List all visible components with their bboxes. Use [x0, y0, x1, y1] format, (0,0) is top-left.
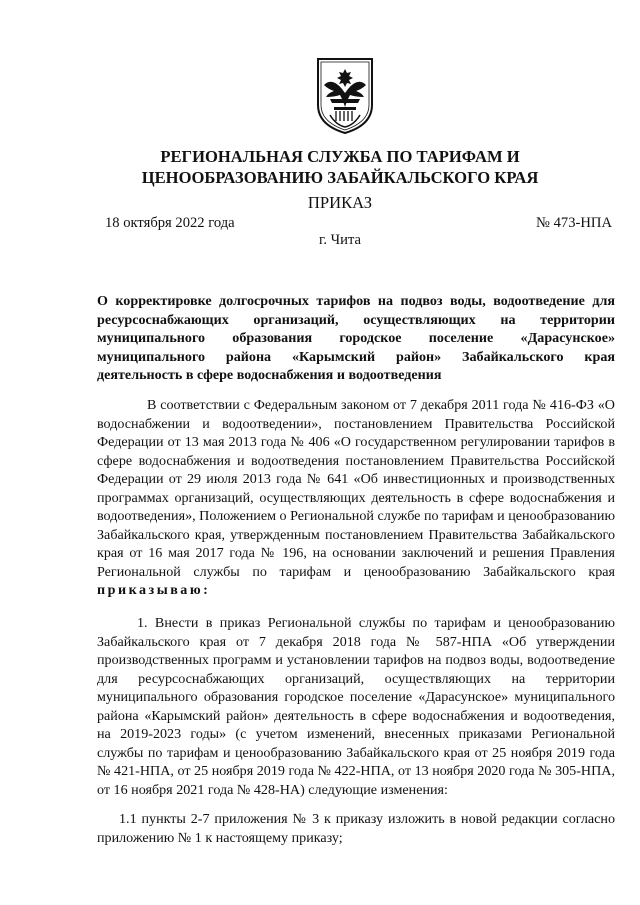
- order-word: приказываю: [97, 582, 204, 598]
- document-type: ПРИКАЗ: [307, 193, 373, 212]
- document-date: 18 октября 2022 года: [105, 215, 235, 231]
- item-1-paragraph: 1. Внести в приказ Региональной службы по тарифам и ценообразованию Забайкальского края от 7 декабря 2018 года № 587-НПА «Об утверждении производственных программ и установлении тарифов на подвоз воды, водоотведение для ресурсоснабжающих организаций, осуществляющих на территории муниципального образования городское поселение «Дарасунское» муниципального района «Карымский район» деятельность в сфере водоснабжения и водоотведения, на 2019-2023 годы» (с учетом изменений, внесенных приказами Региональной службы по тарифам и ценообразованию Забайкальского края от 25 ноября 2019 года № 421-НПА, от 25 ноября 2019 года № 422-НПА, от 13 ноября 2020 года № 305-НПА, от 16 ноября 2021 года № 428-НА) следующие изменения:: [97, 615, 615, 798]
- organization-name-line-1: РЕГИОНАЛЬНАЯ СЛУЖБА ПО ТАРИФАМ И: [160, 147, 520, 166]
- item-1-1-paragraph: 1.1 пункты 2-7 приложения № 3 к приказу изложить в новой редакции согласно приложению № 1 к настоящему приказу;: [97, 811, 615, 846]
- zabaikalsky-krai-coat-of-arms-icon: [312, 55, 378, 135]
- organization-name-line-2: ЦЕНООБРАЗОВАНИЮ ЗАБАЙКАЛЬСКОГО КРАЯ: [141, 168, 539, 187]
- document-title: О корректировке долгосрочных тарифов на подвоз воды, водоотведение для ресурсоснабжающих организаций, осуществляющих на территории муниципального образования городское поселение «Дарасунское» муниципального района «Карымский район» Забайкальского края деятельность в сфере водоснабжения и водоотведения: [97, 293, 615, 383]
- preamble-paragraph: [97, 396, 615, 600]
- document-city: г. Чита: [319, 232, 361, 248]
- preamble-text: В соответствии с Федеральным законом от 7 декабря 2011 года № 416-ФЗ «О водоснабжении и водоотведении», постановлением Правительства Российской Федерации от 13 мая 2013 года № 406 «О государственном регулировании тарифов в сфере водоснабжения и водоотведения постановлением Правительства Российской Федерации от 29 июля 2013 года № 641 «Об инвестиционных и производственных программах организаций, осуществляющих деятельность в сфере водоснабжения и водоотведения», Положением о Региональной службе по тарифам и ценообразованию Забайкальского края, утвержденным постановлением Правительства Забайкальского края от 16 мая 2017 года № 196, на основании заключений и решения Правления Региональной службы по тарифам и ценообразованию Забайкальского края: [97, 397, 615, 580]
- organization-name: [80, 146, 600, 188]
- document-number: № 473-НПА: [536, 215, 612, 231]
- order-colon: :: [203, 582, 208, 598]
